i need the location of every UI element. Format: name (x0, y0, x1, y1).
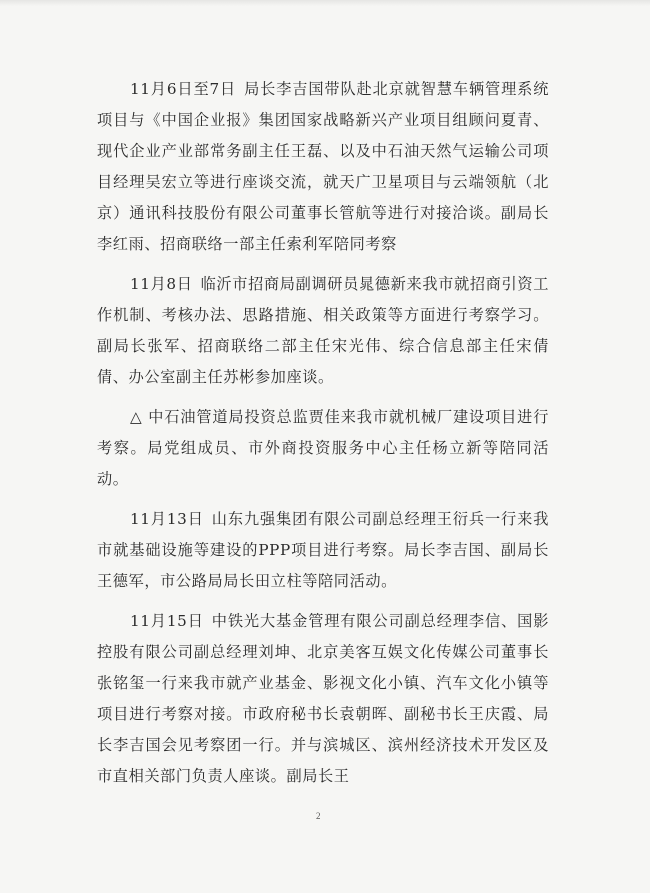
paragraph-nov-6-7 (97, 74, 549, 260)
document-body (97, 74, 549, 792)
paragraph-text: 临沂市招商局副调研员晁德新来我市就招商引资工作机制、考核办法、思路措施、相关政策等方面进行考察学习。副局长张军、招商联络二部主任宋光伟、综合信息部主任宋倩倩、办公室副主任苏彬参加座谈。 (97, 275, 549, 386)
paragraph-date: 11月15日 (130, 612, 204, 630)
paragraph-text: 局长李吉国带队赴北京就智慧车辆管理系统项目与《中国企业报》集团国家战略新兴产业项目组顾问夏青、现代企业产业部常务副主任王磊、以及中石油天然气运输公司项目经理吴宏立等进行座谈交流，就天广卫星项目与云端领航（北京）通讯科技股份有限公司董事长管航等进行对接洽谈。副局长李红雨、招商联络一部主任索利军陪同考察 (97, 80, 550, 253)
paragraph-date: 11月13日 (130, 510, 204, 528)
paragraph-text: △ 中石油管道局投资总监贾佳来我市就机械厂建设项目进行考察。局党组成员、市外商投资服务中心主任杨立新等陪同活动。 (97, 408, 549, 488)
paragraph-date: 11月8日 (130, 275, 193, 293)
page-number: 2 (316, 811, 321, 821)
paragraph-pipeline-bureau (97, 402, 549, 495)
paragraph-nov-8 (97, 269, 549, 393)
paragraph-text: 山东九强集团有限公司副总经理王衍兵一行来我市就基础设施等建设的PPP项目进行考察。局长李吉国、副局长王德军，市公路局局长田立柱等陪同活动。 (97, 510, 549, 590)
paragraph-nov-13 (97, 504, 549, 597)
paragraph-nov-15 (97, 606, 549, 792)
paragraph-text: 中铁光大基金管理有限公司副总经理李信、国影控股有限公司副总经理刘坤、北京美客互娱文化传媒公司董事长张铭玺一行来我市就产业基金、影视文化小镇、汽车文化小镇等项目进行考察对接。市政府秘书长袁朝晖、副秘书长王庆霞、局长李吉国会见考察团一行。并与滨城区、滨州经济技术开发区及市直相关部门负责人座谈。副局长王 (97, 612, 549, 785)
paper-edge (0, 0, 650, 6)
paragraph-date: 11月6日至7日 (130, 80, 237, 98)
